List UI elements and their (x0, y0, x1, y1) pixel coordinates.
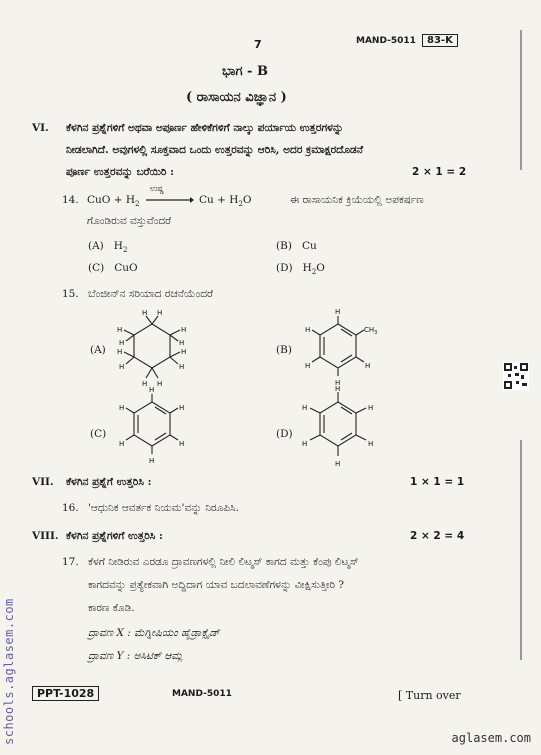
atom-h: H (335, 386, 341, 393)
q14-arrow-label: ಉಷ್ಣ (150, 184, 164, 193)
subject-title: ( ರಾಸಾಯನ ವಿಜ್ಞಾನ ) (186, 90, 287, 105)
q14-option-a: (A) $H_2$ (88, 240, 128, 255)
atom-h: H (335, 308, 341, 316)
q15-text: ಬೆಂಜೀನ್‌ನ ಸರಿಯಾದ ರಚನೆಯೆಂದರೆ (88, 288, 213, 300)
section-viii-number: VIII. (32, 530, 59, 542)
atom-h: H (142, 380, 148, 388)
q16-text: 'ಆಧುನಿಕ ಆವರ್ತಕ ನಿಯಮ'ವನ್ನು ನಿರೂಪಿಸಿ. (88, 502, 239, 514)
margin-line (520, 30, 522, 170)
atom-h: H (149, 386, 155, 394)
atom-h: H (305, 362, 311, 370)
atom-h: H (305, 326, 311, 334)
atom-h: H (302, 440, 308, 448)
q17-line1: ಕೆಳಗೆ ನೀಡಿರುವ ಎರಡೂ ದ್ರಾವಣಗಳಲ್ಲಿ ನೀಲಿ ಲಿಟ್ಮಸ್ ಕಾಗದ ಮತ್ತು ಕೆಂಪು ಲಿಟ್ಮಸ್ (88, 556, 359, 568)
q17-solution-x: ದ್ರಾವಣ X : ಮೆಗ್ನೀಷಿಯಂ ಹೈಡ್ರಾಕ್ಸೈಡ್ (88, 627, 220, 639)
atom-h: H (179, 339, 185, 347)
q14-equation-left: CuO + $H_2$ (87, 194, 140, 209)
section-vii-number: VII. (32, 476, 54, 488)
margin-line-lower (520, 440, 522, 660)
atom-h: H (157, 309, 163, 317)
q15-option-a-label: (A) (90, 344, 106, 356)
atom-h: H (335, 460, 341, 468)
atom-h: H (365, 362, 371, 370)
header-box-code: 83-K (422, 34, 458, 47)
footer-code: MAND-5011 (172, 689, 232, 699)
atom-h: H (368, 404, 374, 412)
atom-h: H (335, 379, 341, 387)
q17-solution-y: ದ್ರಾವಣ Y : ಅಸಿಟಿಕ್ ಆಮ್ಲ (88, 650, 183, 662)
q14-option-b: (B) Cu (276, 240, 317, 252)
atom-h: H (119, 339, 125, 347)
turn-over-label: [ Turn over (398, 689, 461, 702)
structure-c-diagram (112, 386, 192, 468)
q14-option-d: (D) $H_2O$ (276, 262, 325, 277)
atom-h: H (119, 404, 125, 412)
atom-h: H (179, 404, 185, 412)
q15-option-d-label: (D) (276, 428, 293, 440)
structure-b-diagram (298, 308, 388, 390)
section-vii-marks: 1 × 1 = 1 (410, 476, 465, 488)
atom-h: H (142, 309, 148, 317)
part-title: ಭಾಗ - B (222, 64, 268, 79)
section-vi-line2: ನೀಡಲಾಗಿದೆ. ಅವುಗಳಲ್ಲಿ ಸೂಕ್ತವಾದ ಒಂದು ಉತ್ತರವನ್ನು ಆರಿಸಿ, ಅದರ ಕ್ರಮಾಕ್ಷರದೊಡನೆ (66, 144, 363, 156)
page-number: 7 (254, 38, 262, 51)
q14-option-c: (C) CuO (88, 262, 138, 274)
section-viii-marks: 2 × 2 = 4 (410, 530, 465, 542)
atom-h: H (119, 363, 125, 371)
q15-option-c-label: (C) (90, 428, 107, 440)
atom-h: H (302, 404, 308, 412)
section-vi-line1: ಕೆಳಗಿನ ಪ್ರಶ್ನೆಗಳಿಗೆ ಅಥವಾ ಅಪೂರ್ಣ ಹೇಳಿಕೆಗಳಿಗೆ ನಾಲ್ಕು ಪರ್ಯಾಯ ಉತ್ತರಗಳನ್ನು (66, 122, 344, 134)
q14-text-line1: ಈ ರಾಸಾಯನಿಕ ಕ್ರಿಯೆಯಲ್ಲಿ ಅಪಕರ್ಷಣ (290, 194, 424, 206)
atom-h: H (149, 457, 155, 465)
footer-box-code: PPT-1028 (32, 686, 99, 701)
section-vi-line3: ಪೂರ್ಣ ಉತ್ತರವನ್ನು ಬರೆಯಿರಿ : (66, 166, 175, 178)
q14-number: 14. (62, 194, 79, 206)
q14-equation-right: $Cu + H_2O$ (199, 194, 252, 209)
qr-code-icon (503, 362, 529, 390)
atom-h: H (117, 326, 123, 334)
section-vi-number: VI. (32, 122, 49, 134)
atom-h: H (179, 363, 185, 371)
atom-h: H (179, 440, 185, 448)
methyl-group-label: $CH_3$ (364, 326, 378, 336)
q14-text-line2: ಗೊಂಡಿರುವ ವಸ್ತುವೆಂದರೆ (87, 215, 172, 227)
q16-number: 16. (62, 502, 79, 514)
q15-number: 15. (62, 288, 79, 300)
side-watermark: schools.aglasem.com (2, 598, 16, 745)
atom-h: H (117, 348, 123, 356)
atom-h: H (368, 440, 374, 448)
reaction-arrow-icon (146, 196, 194, 204)
header-code: MAND-5011 (356, 36, 416, 46)
atom-h: H (119, 440, 125, 448)
structure-d-diagram (298, 386, 388, 470)
structure-a-diagram (112, 308, 192, 390)
section-vi-marks: 2 × 1 = 2 (412, 166, 467, 178)
atom-h: H (157, 380, 163, 388)
q15-option-b-label: (B) (276, 344, 292, 356)
q17-number: 17. (62, 556, 79, 568)
section-viii-text: ಕೆಳಗಿನ ಪ್ರಶ್ನೆಗಳಿಗೆ ಉತ್ತರಿಸಿ : (66, 530, 163, 542)
q17-line2: ಕಾಗದವನ್ನು ಪ್ರತ್ಯೇಕವಾಗಿ ಅದ್ದಿದಾಗ ಯಾವ ಬದಲಾವಣೆಗಳನ್ನು ವೀಕ್ಷಿಸುತ್ತೀರಿ ? (88, 579, 345, 591)
bottom-watermark: aglasem.com (451, 731, 531, 745)
section-vii-text: ಕೆಳಗಿನ ಪ್ರಶ್ನೆಗೆ ಉತ್ತರಿಸಿ : (66, 476, 152, 488)
atom-h: H (181, 326, 187, 334)
q17-line3: ಕಾರಣ ಕೊಡಿ. (88, 602, 135, 614)
atom-h: H (181, 348, 187, 356)
